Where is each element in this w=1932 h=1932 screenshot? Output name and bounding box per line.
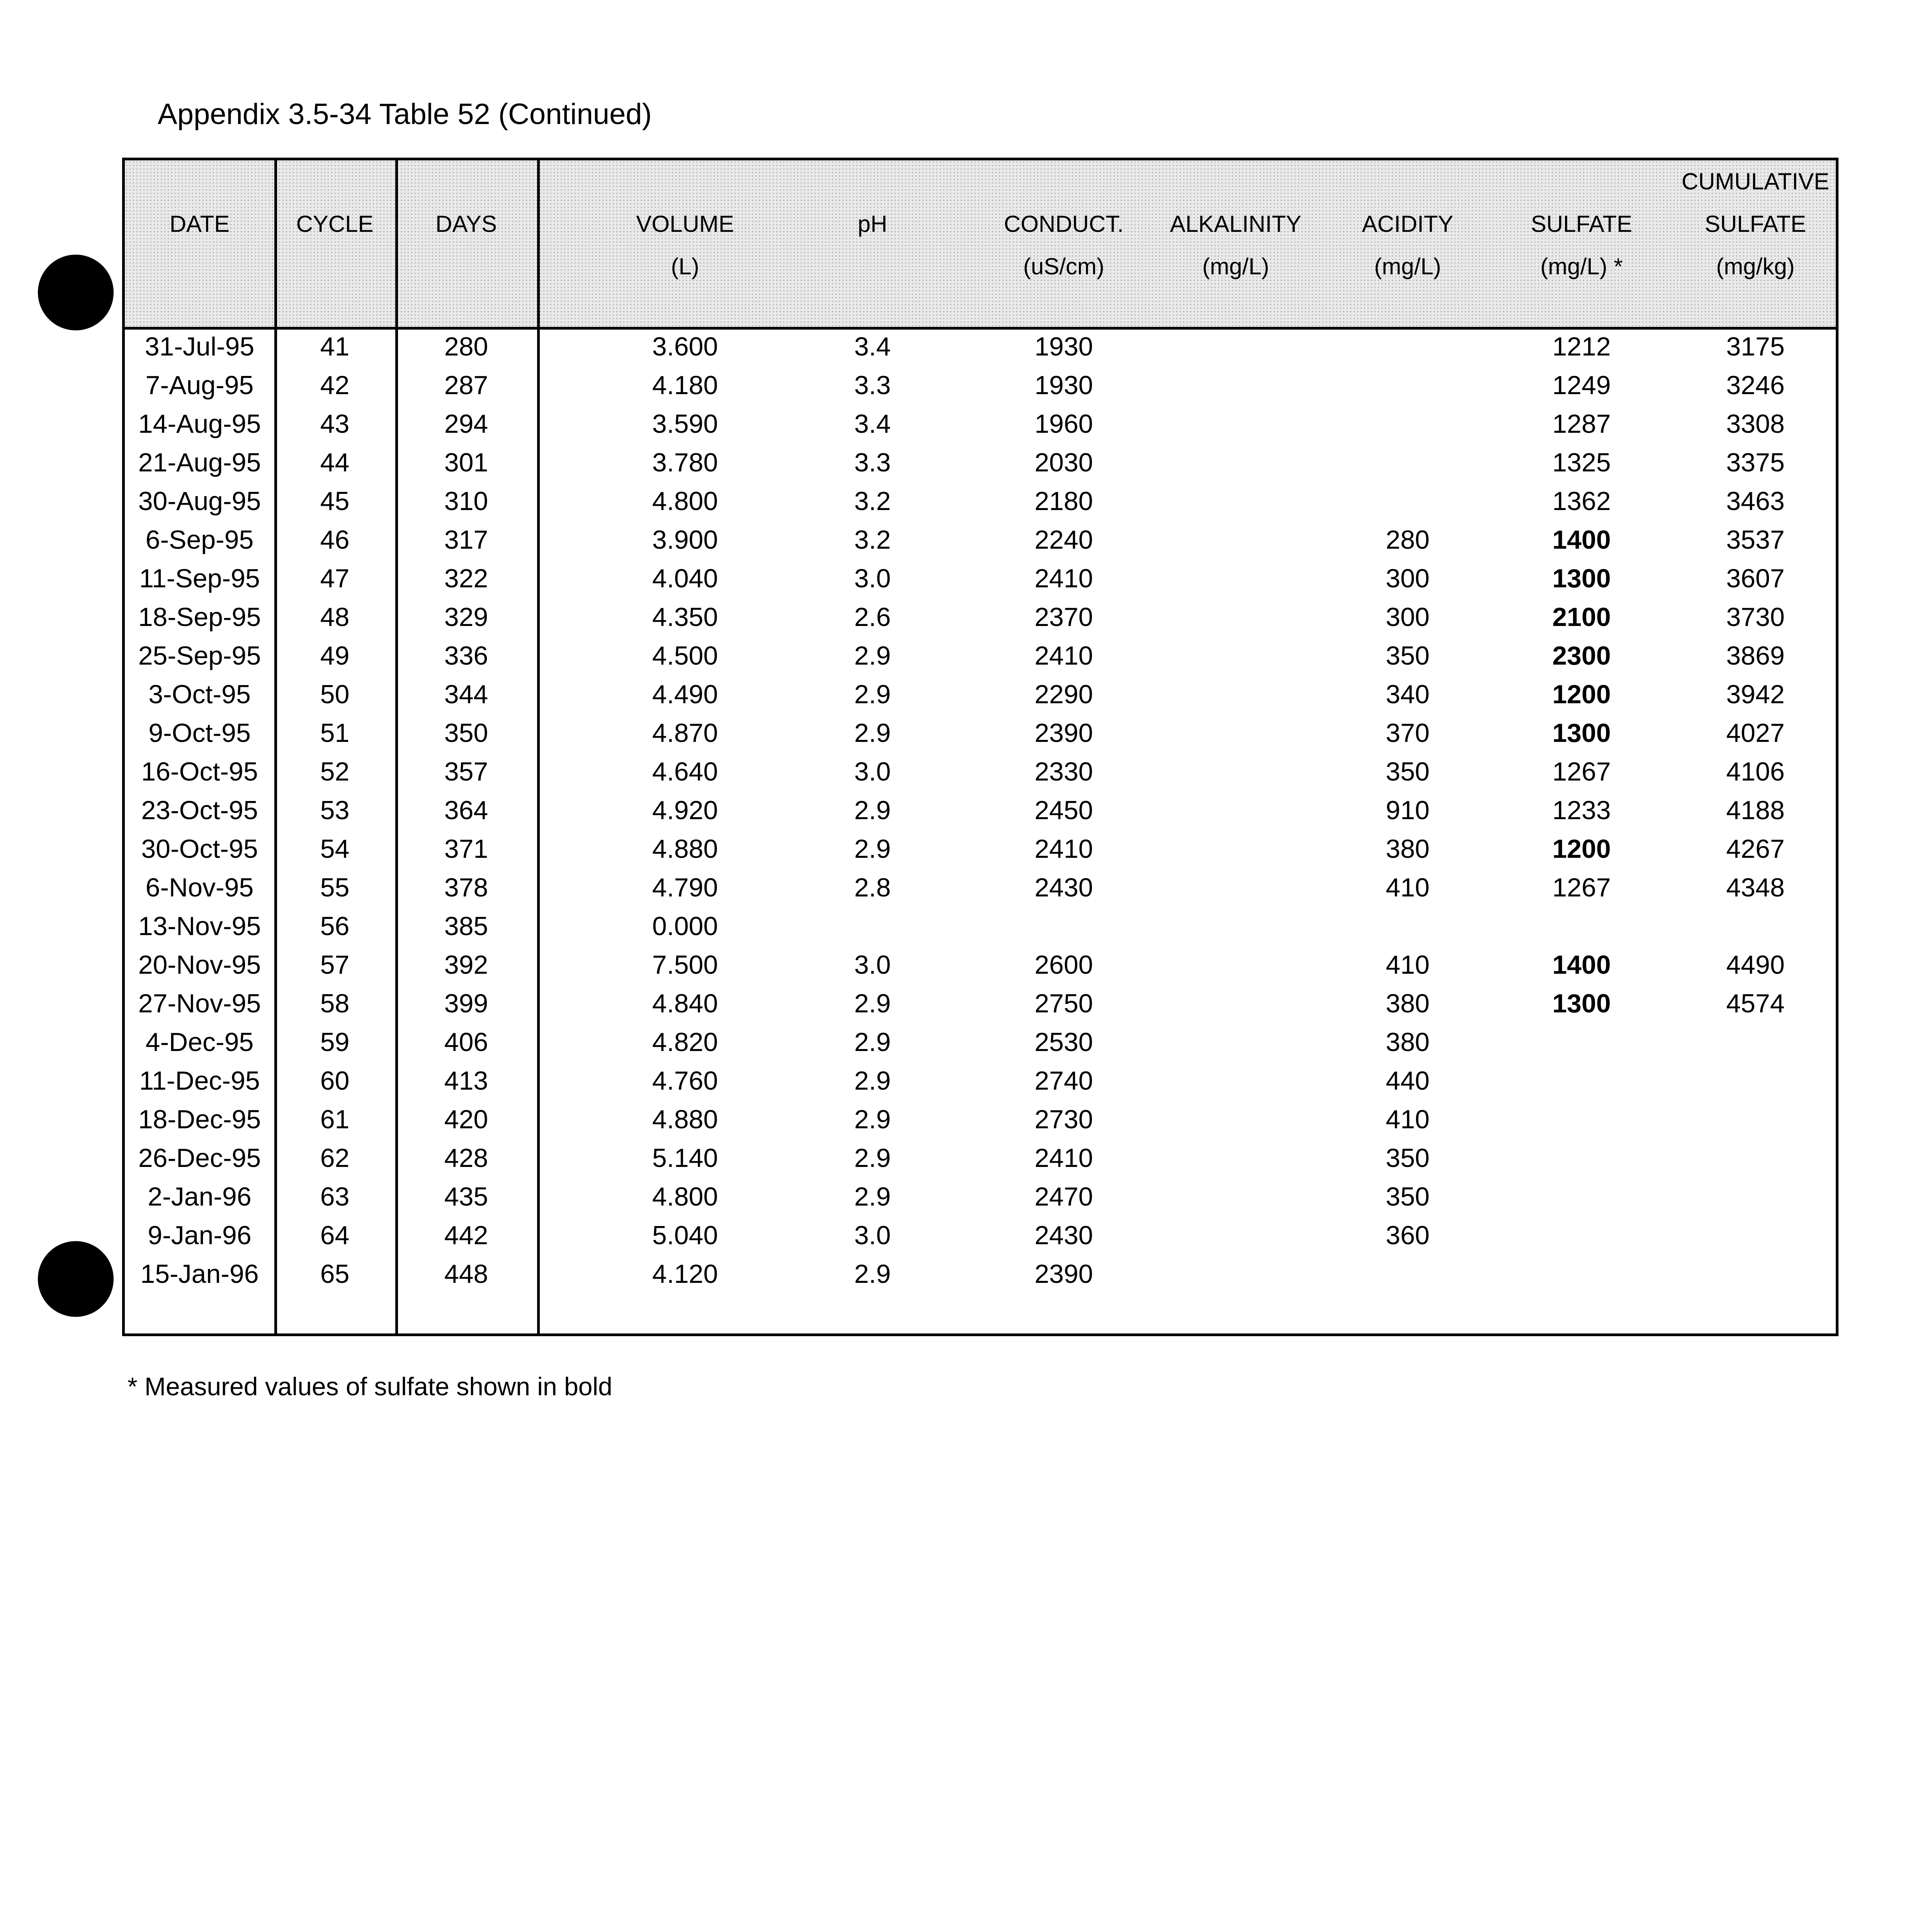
cell-cycle: 55 <box>320 873 350 902</box>
cell-days: 294 <box>444 409 488 439</box>
header-line: (mg/L) * <box>1540 253 1623 279</box>
cell-ph: 2.9 <box>854 1027 891 1057</box>
cell-ph: 2.9 <box>854 1182 891 1211</box>
cell-volume: 4.870 <box>652 718 718 748</box>
cell-acidity: 340 <box>1386 680 1430 709</box>
cell-volume: 4.120 <box>652 1259 718 1289</box>
cell-volume: 4.760 <box>652 1066 718 1095</box>
cell-conduct: 2430 <box>1034 1221 1093 1250</box>
cell-cumulative: 3730 <box>1726 602 1785 632</box>
cell-date: 14-Aug-95 <box>138 409 261 439</box>
cell-sulfate: 1325 <box>1552 448 1611 477</box>
cell-date: 21-Aug-95 <box>138 448 261 477</box>
cell-cycle: 60 <box>320 1066 350 1095</box>
table-row <box>125 752 1836 791</box>
cell-conduct: 2470 <box>1034 1182 1093 1211</box>
cell-cycle: 47 <box>320 564 350 593</box>
cell-acidity: 350 <box>1386 757 1430 786</box>
cell-cycle: 50 <box>320 680 350 709</box>
cell-days: 322 <box>444 564 488 593</box>
cell-volume: 7.500 <box>652 950 718 980</box>
cell-ph: 3.3 <box>854 448 891 477</box>
cell-cycle: 46 <box>320 525 350 554</box>
cell-sulfate: 1267 <box>1552 873 1611 902</box>
cell-date: 18-Dec-95 <box>138 1105 261 1134</box>
cell-conduct: 2030 <box>1034 448 1093 477</box>
table-row <box>125 907 1836 946</box>
cell-cumulative: 3537 <box>1726 525 1785 554</box>
cell-cumulative: 3175 <box>1726 332 1785 361</box>
cell-days: 310 <box>444 486 488 516</box>
cell-conduct: 2410 <box>1034 834 1093 864</box>
cell-conduct: 2450 <box>1034 796 1093 825</box>
cell-ph: 2.9 <box>854 641 891 670</box>
cell-cycle: 53 <box>320 796 350 825</box>
cell-cycle: 41 <box>320 332 350 361</box>
cell-cumulative: 4490 <box>1726 950 1785 980</box>
cell-ph: 2.9 <box>854 1066 891 1095</box>
cell-cumulative: 3375 <box>1726 448 1785 477</box>
cell-acidity: 410 <box>1386 873 1430 902</box>
cell-volume: 3.590 <box>652 409 718 439</box>
cell-cycle: 64 <box>320 1221 350 1250</box>
cell-days: 344 <box>444 680 488 709</box>
cell-acidity: 360 <box>1386 1221 1430 1250</box>
cell-ph: 2.6 <box>854 602 891 632</box>
cell-ph: 2.9 <box>854 718 891 748</box>
cell-conduct: 2390 <box>1034 718 1093 748</box>
cell-ph: 2.9 <box>854 1143 891 1173</box>
cell-ph: 3.0 <box>854 757 891 786</box>
cell-conduct: 1930 <box>1034 332 1093 361</box>
cell-ph: 3.4 <box>854 409 891 439</box>
cell-days: 392 <box>444 950 488 980</box>
header-date <box>125 203 274 245</box>
cell-acidity: 350 <box>1386 641 1430 670</box>
cell-cumulative: 3246 <box>1726 371 1785 400</box>
table-row <box>125 984 1836 1023</box>
header-line: CUMULATIVE <box>1681 168 1830 194</box>
cell-conduct: 1960 <box>1034 409 1093 439</box>
binder-hole <box>38 1241 114 1317</box>
cell-cumulative: 3869 <box>1726 641 1785 670</box>
cell-cycle: 51 <box>320 718 350 748</box>
cell-cycle: 45 <box>320 486 350 516</box>
cell-date: 6-Sep-95 <box>145 525 254 554</box>
cell-days: 413 <box>444 1066 488 1095</box>
cell-cycle: 54 <box>320 834 350 864</box>
cell-ph: 3.3 <box>854 371 891 400</box>
cell-date: 9-Jan-96 <box>148 1221 252 1250</box>
cell-date: 3-Oct-95 <box>148 680 251 709</box>
cell-conduct: 2730 <box>1034 1105 1093 1134</box>
header-line: (mg/L) <box>1374 253 1441 279</box>
header-line: DAYS <box>435 211 497 237</box>
cell-days: 399 <box>444 989 488 1018</box>
table-row <box>125 405 1836 443</box>
cell-conduct: 2410 <box>1034 1143 1093 1173</box>
cell-conduct: 2600 <box>1034 950 1093 980</box>
cell-sulfate: 1200 <box>1552 680 1611 709</box>
cell-sulfate: 1233 <box>1552 796 1611 825</box>
table-row <box>125 1139 1836 1177</box>
header-volume <box>588 203 782 288</box>
table-row <box>125 868 1836 907</box>
table-row <box>125 714 1836 752</box>
cell-conduct: 2410 <box>1034 641 1093 670</box>
binder-hole <box>38 255 114 330</box>
cell-volume: 5.040 <box>652 1221 718 1250</box>
cell-days: 357 <box>444 757 488 786</box>
table-row <box>125 636 1836 675</box>
cell-acidity: 280 <box>1386 525 1430 554</box>
cell-sulfate: 2100 <box>1552 602 1611 632</box>
cell-days: 420 <box>444 1105 488 1134</box>
header-line: CONDUCT. <box>1004 211 1124 237</box>
cell-ph: 2.9 <box>854 1105 891 1134</box>
header-line: pH <box>857 211 888 237</box>
cell-ph: 3.2 <box>854 525 891 554</box>
cell-date: 11-Dec-95 <box>139 1066 260 1095</box>
cell-cycle: 52 <box>320 757 350 786</box>
cell-date: 11-Sep-95 <box>139 564 260 593</box>
cell-conduct: 2740 <box>1034 1066 1093 1095</box>
header-conduct <box>986 203 1141 288</box>
cell-sulfate: 1287 <box>1552 409 1611 439</box>
cell-cycle: 49 <box>320 641 350 670</box>
cell-volume: 4.640 <box>652 757 718 786</box>
cell-acidity: 370 <box>1386 718 1430 748</box>
cell-days: 378 <box>444 873 488 902</box>
cell-date: 2-Jan-96 <box>148 1182 252 1211</box>
cell-acidity: 410 <box>1386 950 1430 980</box>
cell-volume: 4.040 <box>652 564 718 593</box>
cell-sulfate: 1212 <box>1552 332 1611 361</box>
table-row <box>125 482 1836 520</box>
cell-acidity: 380 <box>1386 1027 1430 1057</box>
header-days <box>395 203 537 245</box>
table-row <box>125 327 1836 366</box>
cell-sulfate: 1362 <box>1552 486 1611 516</box>
table-row <box>125 1255 1836 1293</box>
cell-days: 317 <box>444 525 488 554</box>
cell-acidity: 300 <box>1386 564 1430 593</box>
cell-days: 385 <box>444 912 488 941</box>
table-row <box>125 1100 1836 1139</box>
cell-conduct: 2410 <box>1034 564 1093 593</box>
header-sulfate <box>1500 203 1663 288</box>
cell-cumulative: 4267 <box>1726 834 1785 864</box>
cell-ph: 2.8 <box>854 873 891 902</box>
cell-volume: 5.140 <box>652 1143 718 1173</box>
cell-cumulative: 3942 <box>1726 680 1785 709</box>
table-row <box>125 443 1836 482</box>
cell-date: 27-Nov-95 <box>138 989 261 1018</box>
header-line: ALKALINITY <box>1170 211 1302 237</box>
table-row <box>125 559 1836 598</box>
cell-volume: 4.790 <box>652 873 718 902</box>
cell-conduct: 2430 <box>1034 873 1093 902</box>
cell-volume: 4.800 <box>652 486 718 516</box>
cell-date: 16-Oct-95 <box>141 757 258 786</box>
cell-volume: 3.780 <box>652 448 718 477</box>
cell-ph: 3.0 <box>854 950 891 980</box>
table-row <box>125 1061 1836 1100</box>
cell-volume: 3.900 <box>652 525 718 554</box>
header-line: ACIDITY <box>1362 211 1454 237</box>
table-row <box>125 830 1836 868</box>
cell-date: 18-Sep-95 <box>138 602 261 632</box>
cell-volume: 4.350 <box>652 602 718 632</box>
header-line: (L) <box>671 253 699 279</box>
cell-sulfate: 1400 <box>1552 950 1611 980</box>
cell-acidity: 410 <box>1386 1105 1430 1134</box>
cell-days: 448 <box>444 1259 488 1289</box>
header-line: CYCLE <box>296 211 374 237</box>
cell-days: 301 <box>444 448 488 477</box>
cell-date: 9-Oct-95 <box>148 718 251 748</box>
cell-acidity: 350 <box>1386 1182 1430 1211</box>
cell-ph: 3.4 <box>854 332 891 361</box>
cell-volume: 4.490 <box>652 680 718 709</box>
cell-date: 20-Nov-95 <box>138 950 261 980</box>
table-row <box>125 675 1836 714</box>
cell-date: 23-Oct-95 <box>141 796 258 825</box>
cell-ph: 2.9 <box>854 1259 891 1289</box>
cell-cycle: 65 <box>320 1259 350 1289</box>
table-row <box>125 520 1836 559</box>
cell-conduct: 2290 <box>1034 680 1093 709</box>
cell-conduct: 2390 <box>1034 1259 1093 1289</box>
cell-ph: 3.2 <box>854 486 891 516</box>
cell-volume: 4.180 <box>652 371 718 400</box>
cell-days: 442 <box>444 1221 488 1250</box>
cell-acidity: 300 <box>1386 602 1430 632</box>
cell-volume: 4.920 <box>652 796 718 825</box>
table-row <box>125 598 1836 636</box>
cell-date: 4-Dec-95 <box>145 1027 254 1057</box>
cell-cycle: 61 <box>320 1105 350 1134</box>
cell-sulfate: 1200 <box>1552 834 1611 864</box>
header-cycle <box>274 203 395 245</box>
cell-cumulative: 4188 <box>1726 796 1785 825</box>
cell-cumulative: 4027 <box>1726 718 1785 748</box>
cell-conduct: 1930 <box>1034 371 1093 400</box>
cell-days: 329 <box>444 602 488 632</box>
header-line: (mg/L) <box>1202 253 1269 279</box>
cell-cycle: 58 <box>320 989 350 1018</box>
cell-days: 336 <box>444 641 488 670</box>
cell-volume: 0.000 <box>652 912 718 941</box>
cell-ph: 3.0 <box>854 564 891 593</box>
cell-date: 13-Nov-95 <box>138 912 261 941</box>
table-title: Appendix 3.5-34 Table 52 (Continued) <box>158 98 652 131</box>
cell-conduct: 2240 <box>1034 525 1093 554</box>
cell-volume: 3.600 <box>652 332 718 361</box>
cell-cycle: 44 <box>320 448 350 477</box>
cell-cumulative: 3463 <box>1726 486 1785 516</box>
cell-sulfate: 1300 <box>1552 718 1611 748</box>
cell-volume: 4.800 <box>652 1182 718 1211</box>
cell-days: 287 <box>444 371 488 400</box>
cell-cycle: 62 <box>320 1143 350 1173</box>
cell-cycle: 56 <box>320 912 350 941</box>
table-row <box>125 1177 1836 1216</box>
header-line: VOLUME <box>636 211 734 237</box>
cell-sulfate: 1267 <box>1552 757 1611 786</box>
cell-volume: 4.500 <box>652 641 718 670</box>
cell-sulfate: 1400 <box>1552 525 1611 554</box>
cell-date: 26-Dec-95 <box>138 1143 261 1173</box>
cell-days: 350 <box>444 718 488 748</box>
cell-days: 364 <box>444 796 488 825</box>
cell-volume: 4.820 <box>652 1027 718 1057</box>
cell-volume: 4.880 <box>652 834 718 864</box>
header-line: DATE <box>169 211 230 237</box>
cell-ph: 2.9 <box>854 989 891 1018</box>
cell-conduct: 2330 <box>1034 757 1093 786</box>
cell-cumulative: 4106 <box>1726 757 1785 786</box>
header-cumulative <box>1674 160 1837 288</box>
cell-days: 428 <box>444 1143 488 1173</box>
table-row <box>125 366 1836 405</box>
header-line: SULFATE <box>1531 211 1633 237</box>
cell-date: 30-Aug-95 <box>138 486 261 516</box>
cell-date: 25-Sep-95 <box>138 641 261 670</box>
cell-conduct: 2180 <box>1034 486 1093 516</box>
cell-cumulative: 4348 <box>1726 873 1785 902</box>
cell-cycle: 48 <box>320 602 350 632</box>
cell-volume: 4.880 <box>652 1105 718 1134</box>
table-row <box>125 1216 1836 1255</box>
cell-sulfate: 2300 <box>1552 641 1611 670</box>
header-line: (uS/cm) <box>1023 253 1104 279</box>
cell-date: 31-Jul-95 <box>145 332 255 361</box>
cell-ph: 2.9 <box>854 834 891 864</box>
cell-days: 280 <box>444 332 488 361</box>
header-acidity <box>1330 203 1485 288</box>
cell-conduct: 2750 <box>1034 989 1093 1018</box>
cell-ph: 2.9 <box>854 796 891 825</box>
table-row <box>125 791 1836 830</box>
cell-date: 15-Jan-96 <box>140 1259 259 1289</box>
cell-date: 6-Nov-95 <box>145 873 254 902</box>
cell-conduct: 2530 <box>1034 1027 1093 1057</box>
header-line: SULFATE <box>1704 211 1806 237</box>
cell-acidity: 350 <box>1386 1143 1430 1173</box>
cell-ph: 2.9 <box>854 680 891 709</box>
cell-days: 371 <box>444 834 488 864</box>
table-row <box>125 1023 1836 1061</box>
header-line: (mg/kg) <box>1716 253 1795 279</box>
cell-conduct: 2370 <box>1034 602 1093 632</box>
cell-cumulative: 3607 <box>1726 564 1785 593</box>
cell-sulfate: 1249 <box>1552 371 1611 400</box>
cell-cumulative: 4574 <box>1726 989 1785 1018</box>
cell-cycle: 63 <box>320 1182 350 1211</box>
cell-acidity: 440 <box>1386 1066 1430 1095</box>
footnote: * Measured values of sulfate shown in bold <box>128 1372 612 1401</box>
header-alkalinity <box>1149 203 1323 288</box>
cell-days: 406 <box>444 1027 488 1057</box>
cell-cycle: 57 <box>320 950 350 980</box>
header-ph <box>828 203 917 245</box>
data-table <box>122 158 1838 1336</box>
cell-acidity: 380 <box>1386 989 1430 1018</box>
cell-cumulative: 3308 <box>1726 409 1785 439</box>
cell-days: 435 <box>444 1182 488 1211</box>
cell-cycle: 43 <box>320 409 350 439</box>
cell-acidity: 910 <box>1386 796 1430 825</box>
cell-cycle: 59 <box>320 1027 350 1057</box>
cell-sulfate: 1300 <box>1552 989 1611 1018</box>
cell-acidity: 380 <box>1386 834 1430 864</box>
cell-ph: 3.0 <box>854 1221 891 1250</box>
table-row <box>125 946 1836 984</box>
cell-volume: 4.840 <box>652 989 718 1018</box>
cell-date: 7-Aug-95 <box>145 371 254 400</box>
cell-date: 30-Oct-95 <box>141 834 258 864</box>
cell-sulfate: 1300 <box>1552 564 1611 593</box>
cell-cycle: 42 <box>320 371 350 400</box>
